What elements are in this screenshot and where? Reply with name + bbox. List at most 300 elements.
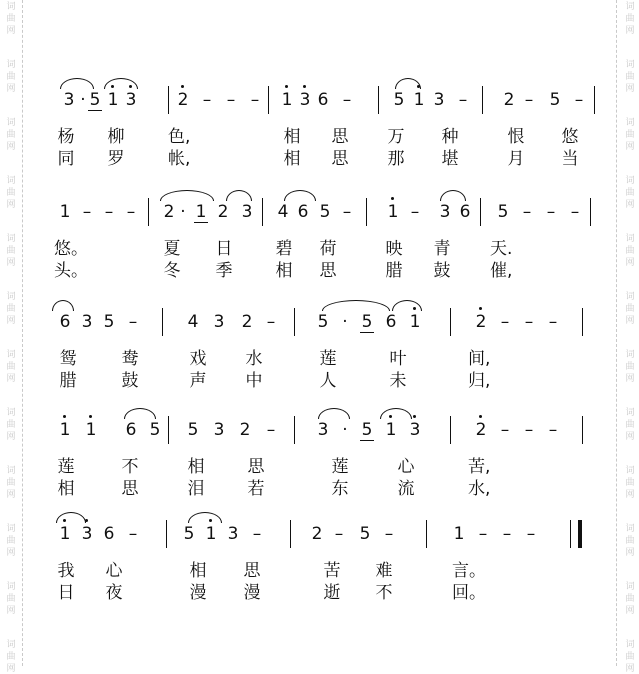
watermark-glyph: 曲 (625, 652, 635, 662)
slur-arc (440, 190, 466, 201)
watermark-glyph: 词 (625, 176, 635, 186)
note: · (342, 312, 348, 332)
note: 4 (277, 202, 289, 222)
lyric-syllable: 水, (468, 479, 491, 499)
lyric-syllable: 漫 (243, 583, 261, 603)
sustain-dash: – (548, 312, 558, 332)
lyric-syllable: 种 (441, 127, 459, 147)
note: · (80, 90, 86, 110)
watermark-glyph: 词 (625, 118, 635, 128)
watermark-glyph: 网 (6, 316, 16, 326)
watermark-glyph: 词 (6, 582, 16, 592)
barline (366, 198, 367, 226)
barline (168, 416, 169, 444)
lyric-syllable: 夜 (105, 583, 123, 603)
lyric-syllable: 相 (189, 561, 207, 581)
watermark-glyph: 网 (625, 664, 635, 674)
watermark-glyph: 网 (6, 26, 16, 36)
lyric-syllable: 心 (397, 457, 415, 477)
note: 5 (183, 524, 195, 544)
note: 2 (311, 524, 323, 544)
note: 6 (125, 420, 137, 440)
music-system (40, 394, 600, 504)
barline (450, 416, 451, 444)
sustain-dash: – (502, 524, 512, 544)
lyric-syllable: 戏 (189, 349, 207, 369)
lyric-syllable: 头。 (54, 261, 88, 281)
watermark-glyph: 词 (625, 2, 635, 12)
final-barline (578, 520, 582, 548)
note: 5 (359, 524, 371, 544)
note: 6 (459, 202, 471, 222)
jianpu-notation-line (40, 176, 600, 226)
note: 6 (297, 202, 309, 222)
watermark-glyph: 网 (625, 606, 635, 616)
slur-arc (52, 300, 74, 311)
lyric-syllable: 罗 (107, 149, 125, 169)
lyric-syllable: 鼓 (433, 261, 451, 281)
watermark-glyph: 词 (6, 292, 16, 302)
watermark-glyph: 词 (6, 176, 16, 186)
lyric-syllable: 苦, (468, 457, 491, 477)
lyric-syllable: 不 (121, 457, 139, 477)
watermark-glyph: 网 (6, 606, 16, 616)
sustain-dash: – (524, 312, 534, 332)
barline (148, 198, 149, 226)
sustain-dash: – (410, 202, 420, 222)
watermark-glyph: 词 (6, 2, 16, 12)
lyric-syllable: 苦 (323, 561, 341, 581)
note: 2 (163, 202, 175, 222)
note: 1 (59, 420, 71, 440)
note: 4 (187, 312, 199, 332)
watermark-glyph: 曲 (625, 594, 635, 604)
note: 2 (177, 90, 189, 110)
note: 3 (227, 524, 239, 544)
note: 2 (241, 312, 253, 332)
lyric-syllable: 相 (187, 457, 205, 477)
lyric-syllable: 悠 (561, 127, 579, 147)
watermark-glyph: 词 (625, 466, 635, 476)
sustain-dash: – (478, 524, 488, 544)
note: 1 (385, 420, 397, 440)
watermark-glyph: 网 (625, 316, 635, 326)
lyric-verse-1 (40, 122, 600, 147)
left-watermark-strip (0, 0, 23, 674)
barline (594, 86, 595, 114)
lyric-verse-1 (40, 556, 600, 581)
lyric-syllable: 催, (490, 261, 513, 281)
lyric-verse-1 (40, 344, 600, 369)
watermark-glyph: 曲 (6, 14, 16, 24)
slur-arc (322, 300, 390, 311)
sustain-dash: – (522, 202, 532, 222)
watermark-glyph: 词 (6, 60, 16, 70)
note: · (342, 420, 348, 440)
sustain-dash: – (574, 90, 584, 110)
watermark-glyph: 词 (6, 524, 16, 534)
note: 2 (475, 420, 487, 440)
lyric-syllable: 鸳 (59, 349, 77, 369)
lyric-verse-2 (40, 578, 600, 603)
note: 1 (85, 420, 97, 440)
lyric-syllable: 不 (375, 583, 393, 603)
slur-arc (104, 78, 138, 89)
note: · (180, 202, 186, 222)
note: 3 (241, 202, 253, 222)
lyric-syllable: 思 (243, 561, 261, 581)
sustain-dash: – (82, 202, 92, 222)
lyric-syllable: 荷 (319, 239, 337, 259)
lyric-syllable: 悠。 (54, 239, 88, 259)
note: 1 (409, 312, 421, 332)
lyric-syllable: 水 (245, 349, 263, 369)
note: 5 (187, 420, 199, 440)
watermark-glyph: 曲 (6, 304, 16, 314)
barline (294, 308, 295, 336)
lyric-syllable: 帐, (168, 149, 191, 169)
lyric-syllable: 月 (507, 149, 525, 169)
watermark-glyph: 词 (625, 292, 635, 302)
lyric-syllable: 思 (331, 127, 349, 147)
note: 5 (317, 312, 329, 332)
lyric-syllable: 青 (433, 239, 451, 259)
lyric-syllable: 莲 (57, 457, 75, 477)
lyric-syllable: 当 (561, 149, 579, 169)
jianpu-notation-line (40, 498, 600, 548)
lyric-syllable: 天. (490, 239, 513, 259)
slur-arc (124, 408, 156, 419)
watermark-glyph: 词 (6, 118, 16, 128)
note: 3 (409, 420, 421, 440)
watermark-glyph: 曲 (625, 478, 635, 488)
lyric-syllable: 若 (247, 479, 265, 499)
watermark-glyph: 网 (6, 374, 16, 384)
lyric-syllable: 思 (331, 149, 349, 169)
lyric-syllable: 声 (189, 371, 207, 391)
watermark-glyph: 曲 (625, 130, 635, 140)
note: 5 (103, 312, 115, 332)
slur-arc (380, 408, 412, 419)
right-watermark-strip (616, 0, 639, 674)
lyric-syllable: 日 (215, 239, 233, 259)
watermark-glyph: 网 (6, 200, 16, 210)
slur-arc (56, 512, 86, 523)
note: 5 (361, 312, 373, 332)
watermark-glyph: 网 (6, 490, 16, 500)
barline (268, 86, 269, 114)
watermark-glyph: 网 (625, 200, 635, 210)
barline (450, 308, 451, 336)
note: 5 (149, 420, 161, 440)
sustain-dash: – (458, 90, 468, 110)
sustain-dash: – (104, 202, 114, 222)
note: 5 (361, 420, 373, 440)
music-system (40, 498, 600, 608)
note: 3 (213, 420, 225, 440)
lyric-verse-1 (40, 452, 600, 477)
lyric-syllable: 映 (385, 239, 403, 259)
note: 1 (107, 90, 119, 110)
jianpu-notation-line (40, 286, 600, 336)
lyric-syllable: 逝 (323, 583, 341, 603)
lyric-syllable: 未 (389, 371, 407, 391)
note: 2 (239, 420, 251, 440)
lyric-syllable: 色, (168, 127, 191, 147)
lyric-syllable: 心 (105, 561, 123, 581)
watermark-glyph: 曲 (6, 362, 16, 372)
lyric-syllable: 柳 (107, 127, 125, 147)
lyric-syllable: 间, (468, 349, 491, 369)
lyric-syllable: 言。 (452, 561, 486, 581)
barline (570, 520, 571, 548)
note: 6 (385, 312, 397, 332)
lyric-syllable: 鸯 (121, 349, 139, 369)
lyric-syllable: 堪 (441, 149, 459, 169)
barline (166, 520, 167, 548)
watermark-glyph: 曲 (625, 536, 635, 546)
note: 2 (503, 90, 515, 110)
sustain-dash: – (128, 524, 138, 544)
barline (426, 520, 427, 548)
watermark-glyph: 词 (625, 60, 635, 70)
lyric-syllable: 回。 (452, 583, 486, 603)
lyric-syllable: 相 (275, 261, 293, 281)
sustain-dash: – (334, 524, 344, 544)
lyric-syllable: 人 (319, 371, 337, 391)
slur-arc (284, 190, 316, 201)
note: 2 (217, 202, 229, 222)
barline (480, 198, 481, 226)
music-system (40, 176, 600, 286)
sustain-dash: – (524, 90, 534, 110)
lyric-syllable: 恨 (507, 127, 525, 147)
watermark-glyph: 曲 (625, 14, 635, 24)
sustain-dash: – (202, 90, 212, 110)
sustain-dash: – (384, 524, 394, 544)
barline (262, 198, 263, 226)
watermark-glyph: 网 (6, 548, 16, 558)
watermark-glyph: 词 (625, 582, 635, 592)
barline (582, 308, 583, 336)
score-sheet (40, 0, 600, 666)
watermark-glyph: 曲 (6, 420, 16, 430)
lyric-syllable: 叶 (389, 349, 407, 369)
watermark-glyph: 网 (625, 490, 635, 500)
watermark-glyph: 词 (625, 234, 635, 244)
watermark-glyph: 曲 (6, 188, 16, 198)
lyric-syllable: 相 (283, 149, 301, 169)
lyric-syllable: 日 (57, 583, 75, 603)
watermark-glyph: 网 (625, 548, 635, 558)
lyric-syllable: 鼓 (121, 371, 139, 391)
slur-arc (392, 300, 422, 311)
note: 3 (433, 90, 445, 110)
watermark-glyph: 曲 (6, 478, 16, 488)
lyric-syllable: 莲 (331, 457, 349, 477)
slur-arc (318, 408, 350, 419)
note: 3 (63, 90, 75, 110)
watermark-glyph: 曲 (6, 652, 16, 662)
note: 1 (453, 524, 465, 544)
note: 1 (59, 524, 71, 544)
watermark-glyph: 网 (6, 84, 16, 94)
watermark-glyph: 词 (6, 234, 16, 244)
note: 5 (393, 90, 405, 110)
barline (162, 308, 163, 336)
watermark-glyph: 曲 (625, 246, 635, 256)
watermark-glyph: 网 (625, 26, 635, 36)
note: 3 (81, 524, 93, 544)
watermark-glyph: 网 (6, 664, 16, 674)
watermark-glyph: 网 (6, 142, 16, 152)
sustain-dash: – (342, 202, 352, 222)
watermark-glyph: 网 (625, 432, 635, 442)
watermark-glyph: 曲 (625, 420, 635, 430)
watermark-glyph: 曲 (625, 304, 635, 314)
watermark-glyph: 词 (625, 640, 635, 650)
note: 1 (205, 524, 217, 544)
lyric-syllable: 腊 (385, 261, 403, 281)
barline (294, 416, 295, 444)
lyric-syllable: 碧 (275, 239, 293, 259)
barline (378, 86, 379, 114)
watermark-glyph: 词 (625, 408, 635, 418)
sustain-dash: – (342, 90, 352, 110)
watermark-glyph: 词 (6, 408, 16, 418)
watermark-glyph: 网 (625, 142, 635, 152)
lyric-syllable: 季 (215, 261, 233, 281)
note: 6 (59, 312, 71, 332)
sustain-dash: – (266, 312, 276, 332)
lyric-syllable: 思 (319, 261, 337, 281)
sustain-dash: – (526, 524, 536, 544)
lyric-syllable: 归, (468, 371, 491, 391)
lyric-verse-2 (40, 474, 600, 499)
note: 5 (549, 90, 561, 110)
barline (168, 86, 169, 114)
note: 3 (299, 90, 311, 110)
watermark-glyph: 网 (625, 374, 635, 384)
lyric-syllable: 泪 (187, 479, 205, 499)
sustain-dash: – (548, 420, 558, 440)
jianpu-notation-line (40, 394, 600, 444)
watermark-glyph: 词 (6, 466, 16, 476)
lyric-syllable: 同 (57, 149, 75, 169)
music-system (40, 286, 600, 396)
sustain-dash: – (570, 202, 580, 222)
lyric-syllable: 夏 (163, 239, 181, 259)
note: 1 (413, 90, 425, 110)
sustain-dash: – (126, 202, 136, 222)
note: 5 (319, 202, 331, 222)
watermark-glyph: 网 (6, 258, 16, 268)
lyric-syllable: 思 (247, 457, 265, 477)
lyric-syllable: 流 (397, 479, 415, 499)
note: 1 (195, 202, 207, 222)
watermark-glyph: 词 (6, 640, 16, 650)
barline (590, 198, 591, 226)
slur-arc (160, 190, 214, 201)
watermark-glyph: 曲 (6, 130, 16, 140)
lyric-syllable: 漫 (189, 583, 207, 603)
sustain-dash: – (266, 420, 276, 440)
watermark-glyph: 词 (6, 350, 16, 360)
watermark-glyph: 网 (625, 84, 635, 94)
sustain-dash: – (524, 420, 534, 440)
note: 2 (475, 312, 487, 332)
note: 1 (387, 202, 399, 222)
sustain-dash: – (500, 312, 510, 332)
watermark-glyph: 词 (625, 350, 635, 360)
slur-arc (188, 512, 222, 523)
lyric-syllable: 相 (283, 127, 301, 147)
watermark-glyph: 曲 (6, 72, 16, 82)
note: 6 (317, 90, 329, 110)
lyric-syllable: 腊 (59, 371, 77, 391)
lyric-syllable: 相 (57, 479, 75, 499)
note: 6 (103, 524, 115, 544)
note: 3 (213, 312, 225, 332)
lyric-syllable: 东 (331, 479, 349, 499)
watermark-glyph: 词 (625, 524, 635, 534)
note: 3 (125, 90, 137, 110)
lyric-syllable: 那 (387, 149, 405, 169)
sustain-dash: – (250, 90, 260, 110)
note: 5 (89, 90, 101, 110)
lyric-verse-2 (40, 366, 600, 391)
lyric-syllable: 冬 (163, 261, 181, 281)
lyric-syllable: 杨 (57, 127, 75, 147)
sustain-dash: – (500, 420, 510, 440)
note: 1 (59, 202, 71, 222)
watermark-glyph: 曲 (6, 536, 16, 546)
slur-arc (226, 190, 252, 201)
note: 3 (81, 312, 93, 332)
lyric-syllable: 难 (375, 561, 393, 581)
barline (482, 86, 483, 114)
watermark-glyph: 曲 (6, 246, 16, 256)
slur-arc (60, 78, 94, 89)
watermark-glyph: 曲 (625, 362, 635, 372)
watermark-glyph: 曲 (625, 72, 635, 82)
lyric-syllable: 我 (57, 561, 75, 581)
watermark-glyph: 曲 (625, 188, 635, 198)
note: 3 (439, 202, 451, 222)
music-system (40, 64, 600, 174)
lyric-verse-2 (40, 256, 600, 281)
sustain-dash: – (128, 312, 138, 332)
sustain-dash: – (226, 90, 236, 110)
slur-arc (395, 78, 421, 89)
lyric-syllable: 莲 (319, 349, 337, 369)
note: 5 (497, 202, 509, 222)
lyric-syllable: 万 (387, 127, 405, 147)
lyric-verse-1 (40, 234, 600, 259)
watermark-glyph: 网 (6, 432, 16, 442)
jianpu-notation-line (40, 64, 600, 114)
lyric-syllable: 中 (245, 371, 263, 391)
lyric-syllable: 思 (121, 479, 139, 499)
lyric-verse-2 (40, 144, 600, 169)
barline (582, 416, 583, 444)
watermark-glyph: 曲 (6, 594, 16, 604)
note: 3 (317, 420, 329, 440)
barline (290, 520, 291, 548)
note: 1 (281, 90, 293, 110)
watermark-glyph: 网 (625, 258, 635, 268)
sustain-dash: – (546, 202, 556, 222)
